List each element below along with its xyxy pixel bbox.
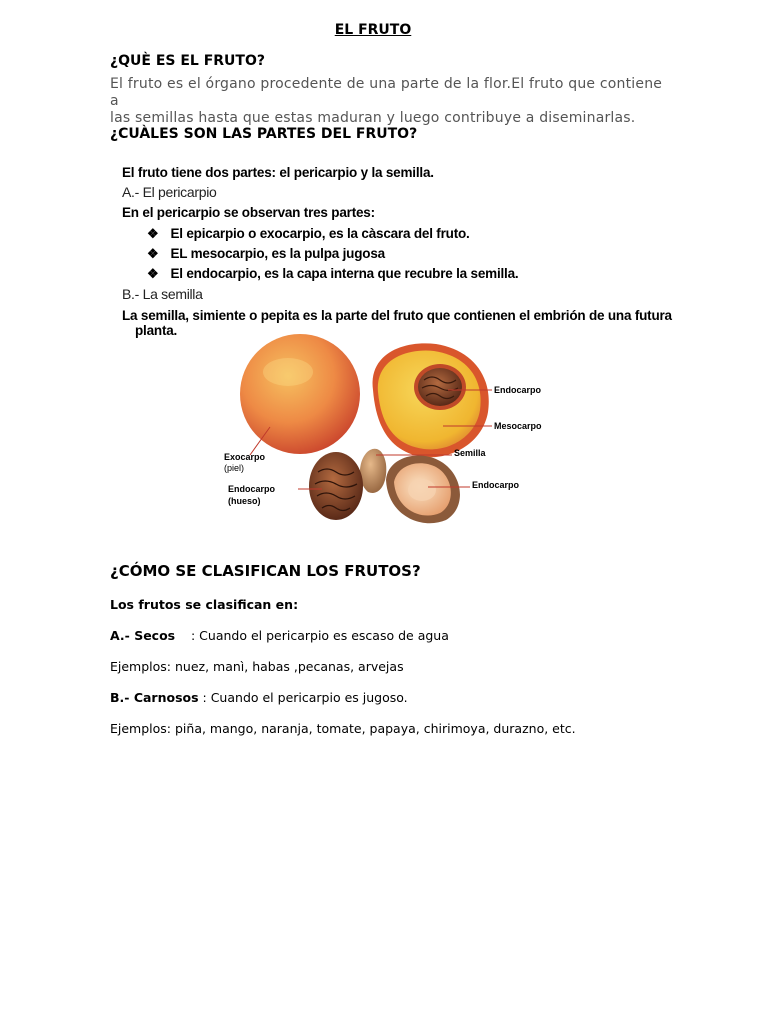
definition-paragraph	[110, 76, 670, 127]
classification-intro: Los frutos se clasifican en:	[110, 597, 299, 612]
dry-description: : Cuando el pericarpio es escaso de agua	[191, 628, 449, 643]
bullet-text: EL mesocarpio, es la pulpa jugosa	[170, 246, 385, 261]
fleshy-label: B.- Carnosos	[110, 690, 199, 705]
parts-intro: El fruto tiene dos partes: el pericarpio y la semilla.	[122, 165, 434, 180]
label-endocarpo-right: Endocarpo	[472, 480, 520, 490]
bullet-item-epicarp	[147, 226, 470, 242]
label-endocarpo-left-sub: (hueso)	[228, 496, 261, 506]
item-b-seed: B.- La semilla	[122, 286, 203, 302]
diamond-bullet-icon: ❖	[147, 226, 159, 241]
section-heading-classification: ¿CÓMO SE CLASIFICAN LOS FRUTOS?	[110, 562, 421, 580]
bullet-item-endocarp	[147, 266, 518, 282]
classification-fleshy	[110, 690, 408, 705]
peach-anatomy-figure	[218, 332, 548, 532]
fleshy-examples: Ejemplos: piña, mango, naranja, tomate, papaya, chirimoya, durazno, etc.	[110, 721, 576, 736]
section-heading-fruit-parts: ¿CUÀLES SON LAS PARTES DEL FRUTO?	[110, 126, 418, 142]
seed-line-2: planta.	[135, 323, 178, 338]
whole-peach-image	[240, 334, 360, 454]
definition-line-2: las semillas hasta que estas maduran y luego contribuye a diseminarlas.	[110, 110, 636, 126]
label-exocarpo-sub: (piel)	[224, 463, 245, 473]
seed-line-1: La semilla, simiente o pepita es la parte del fruto que contienen el embrión de una futura	[122, 308, 672, 323]
item-a-pericarp: A.- El pericarpio	[122, 184, 217, 200]
fleshy-description: : Cuando el pericarpio es jugoso.	[198, 690, 408, 705]
pericarp-intro: En el pericarpio se observan tres partes:	[122, 205, 375, 220]
label-endocarpo-left: Endocarpo	[228, 484, 276, 494]
half-peach-image	[373, 343, 489, 457]
bullet-text: El endocarpio, es la capa interna que recubre la semilla.	[170, 266, 519, 281]
section-heading-what-is-fruit: ¿QUÈ ES EL FRUTO?	[110, 53, 265, 69]
bullet-item-mesocarp	[147, 246, 385, 262]
diamond-bullet-icon: ❖	[147, 266, 159, 281]
label-semilla: Semilla	[454, 448, 486, 458]
definition-line-1: El fruto es el órgano procedente de una parte de la flor.El fruto que contiene a	[110, 76, 663, 109]
dry-examples: Ejemplos: nuez, manì, habas ,pecanas, arvejas	[110, 659, 404, 674]
diamond-bullet-icon: ❖	[147, 246, 159, 261]
pit-image	[309, 452, 363, 520]
page-title: EL FRUTO	[334, 22, 412, 38]
bullet-text: El epicarpio o exocarpio, es la càscara del fruto.	[170, 226, 470, 241]
label-endocarpo-top: Endocarpo	[494, 385, 542, 395]
label-mesocarpo: Mesocarpo	[494, 421, 542, 431]
classification-dry	[110, 628, 449, 643]
label-exocarpo: Exocarpo	[224, 452, 266, 462]
opened-pit-image	[386, 456, 460, 524]
dry-label: A.- Secos	[110, 628, 176, 643]
